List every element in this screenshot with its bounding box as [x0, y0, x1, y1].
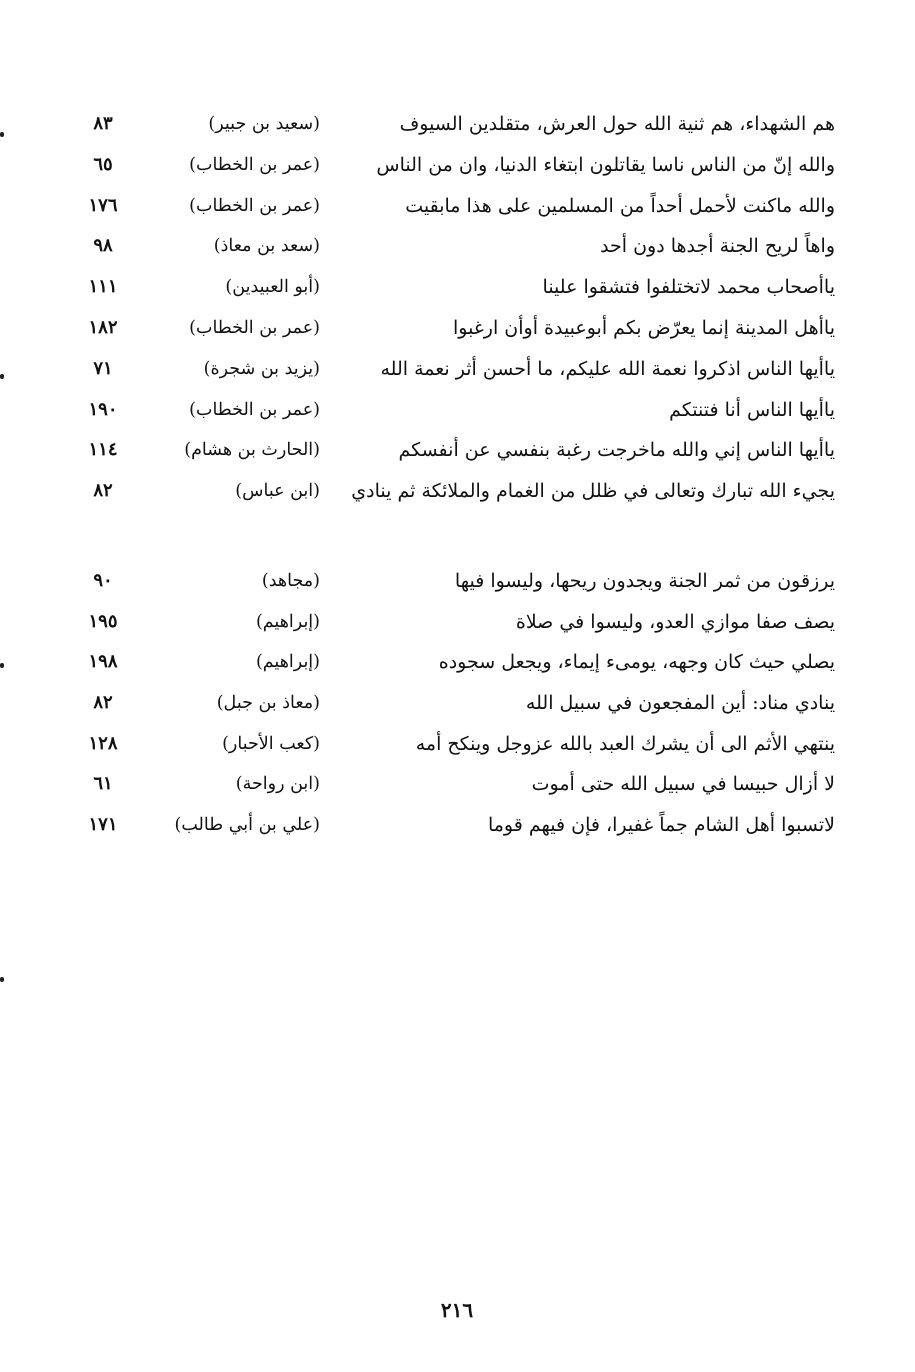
- page-reference: ١٩٠: [88, 398, 118, 420]
- speaker-name: (مجاهد): [261, 571, 320, 591]
- index-row: [0, 766, 915, 807]
- saying-text: والله ماكنت لأحمل أحداً من المسلمين على هذا مابقيت: [405, 194, 835, 217]
- speaker-name: (إبراهيم): [255, 611, 320, 632]
- page-reference: ٧١: [93, 357, 113, 379]
- index-group-1: [0, 106, 915, 514]
- saying-text: والله إنّ من الناس ناسا يقاتلون ابتغاء الدنيا، وان من الناس: [376, 153, 835, 176]
- speaker-name: (معاذ بن جبل): [216, 693, 320, 714]
- index-row: [0, 228, 915, 269]
- index-row: [0, 392, 915, 433]
- saying-text: ينتهي الأثم الى أن يشرك العبد بالله عزوجل وينكح أمه: [415, 732, 835, 755]
- page-reference: ١٧٦: [88, 194, 118, 216]
- index-row: [0, 310, 915, 351]
- saying-text: يرزقون من ثمر الجنة ويجدون ريحها، وليسوا فيها: [454, 570, 835, 592]
- scan-mark: [0, 132, 4, 137]
- speaker-name: (عمر بن الخطاب): [189, 154, 320, 175]
- index-row: [0, 432, 915, 473]
- index-row: [0, 188, 915, 229]
- saying-text: يجيء الله تبارك وتعالى في ظلل من الغمام والملائكة ثم ينادي: [351, 480, 835, 503]
- saying-text: لاتسبوا أهل الشام جماً غفيرا، فإن فيهم قوما: [487, 814, 835, 837]
- page-reference: ٨٣: [93, 113, 113, 134]
- saying-text: يصف صفا موازي العدو، وليسوا في صلاة: [515, 610, 835, 633]
- page-reference: ١٩٥: [88, 610, 118, 632]
- speaker-name: (سعد بن معاذ): [213, 236, 320, 257]
- scan-mark: [0, 374, 4, 379]
- speaker-name: (ابن عباس): [235, 481, 320, 502]
- saying-text: يصلي حيث كان وجهه، يومىء إيماء، ويجعل سجوده: [438, 651, 835, 674]
- scan-mark: [0, 663, 4, 668]
- saying-text: ياأهل المدينة إنما يعرّض بكم أبوعبيدة أوأن ارغبوا: [453, 316, 835, 339]
- index-row: [0, 269, 915, 310]
- index-row: [0, 685, 915, 726]
- speaker-name: (ابن رواحة): [235, 774, 320, 795]
- speaker-name: (الحارث بن هشام): [184, 440, 320, 461]
- speaker-name: (عمر بن الخطاب): [189, 317, 320, 338]
- index-row: [0, 563, 915, 604]
- index-row: [0, 726, 915, 767]
- page-reference: ١١٤: [88, 439, 118, 461]
- speaker-name: (كعب الأحبار): [222, 733, 320, 754]
- saying-text: ياأيها الناس إني والله ماخرجت رغبة بنفسي عن أنفسكم: [398, 439, 835, 462]
- saying-text: ياأصحاب محمد لاتختلفوا فتشقوا علينا: [542, 276, 835, 299]
- speaker-name: (عمر بن الخطاب): [189, 399, 320, 420]
- page-reference: ١٧١: [88, 814, 118, 836]
- index-group-2: [0, 563, 915, 848]
- saying-text: ياأيها الناس أنا فتنتكم: [669, 398, 835, 421]
- index-row: [0, 106, 915, 147]
- page-reference: ٦٥: [93, 153, 113, 175]
- saying-text: واهاً لريح الجنة أجدها دون أحد: [600, 235, 835, 258]
- index-row: [0, 644, 915, 685]
- index-row: [0, 147, 915, 188]
- page-reference: ٨٢: [93, 480, 113, 502]
- speaker-name: (أبو العبيدين): [225, 277, 320, 298]
- speaker-name: (إبراهيم): [255, 652, 320, 673]
- page-reference: ١٨٢: [88, 316, 118, 338]
- page-reference: ١٢٨: [88, 732, 118, 754]
- saying-text: ياأيها الناس اذكروا نعمة الله عليكم، ما أحسن أثر نعمة الله: [380, 357, 835, 380]
- index-row: [0, 807, 915, 848]
- page-reference: ٦١: [93, 773, 113, 795]
- speaker-name: (علي بن أبي طالب): [174, 815, 320, 836]
- page-reference: ٩٠: [93, 570, 113, 591]
- page-reference: ١١١: [88, 276, 118, 298]
- saying-text: لا أزال حبيسا في سبيل الله حتى أموت: [531, 773, 835, 796]
- page-number: ٢١٦: [440, 1298, 474, 1322]
- saying-text: هم الشهداء، هم ثنية الله حول العرش، متقلدين السيوف: [399, 113, 835, 135]
- index-row: [0, 351, 915, 392]
- speaker-name: (يزيد بن شجرة): [203, 358, 320, 379]
- scan-mark: [0, 977, 4, 982]
- page-reference: ٩٨: [93, 235, 113, 257]
- speaker-name: (عمر بن الخطاب): [189, 195, 320, 216]
- speaker-name: (سعيد بن جبير): [208, 114, 320, 134]
- index-row: [0, 473, 915, 514]
- saying-text: ينادي مناد: أين المفجعون في سبيل الله: [525, 692, 835, 715]
- page-reference: ٨٢: [93, 692, 113, 714]
- page-reference: ١٩٨: [88, 651, 118, 673]
- index-row: [0, 604, 915, 645]
